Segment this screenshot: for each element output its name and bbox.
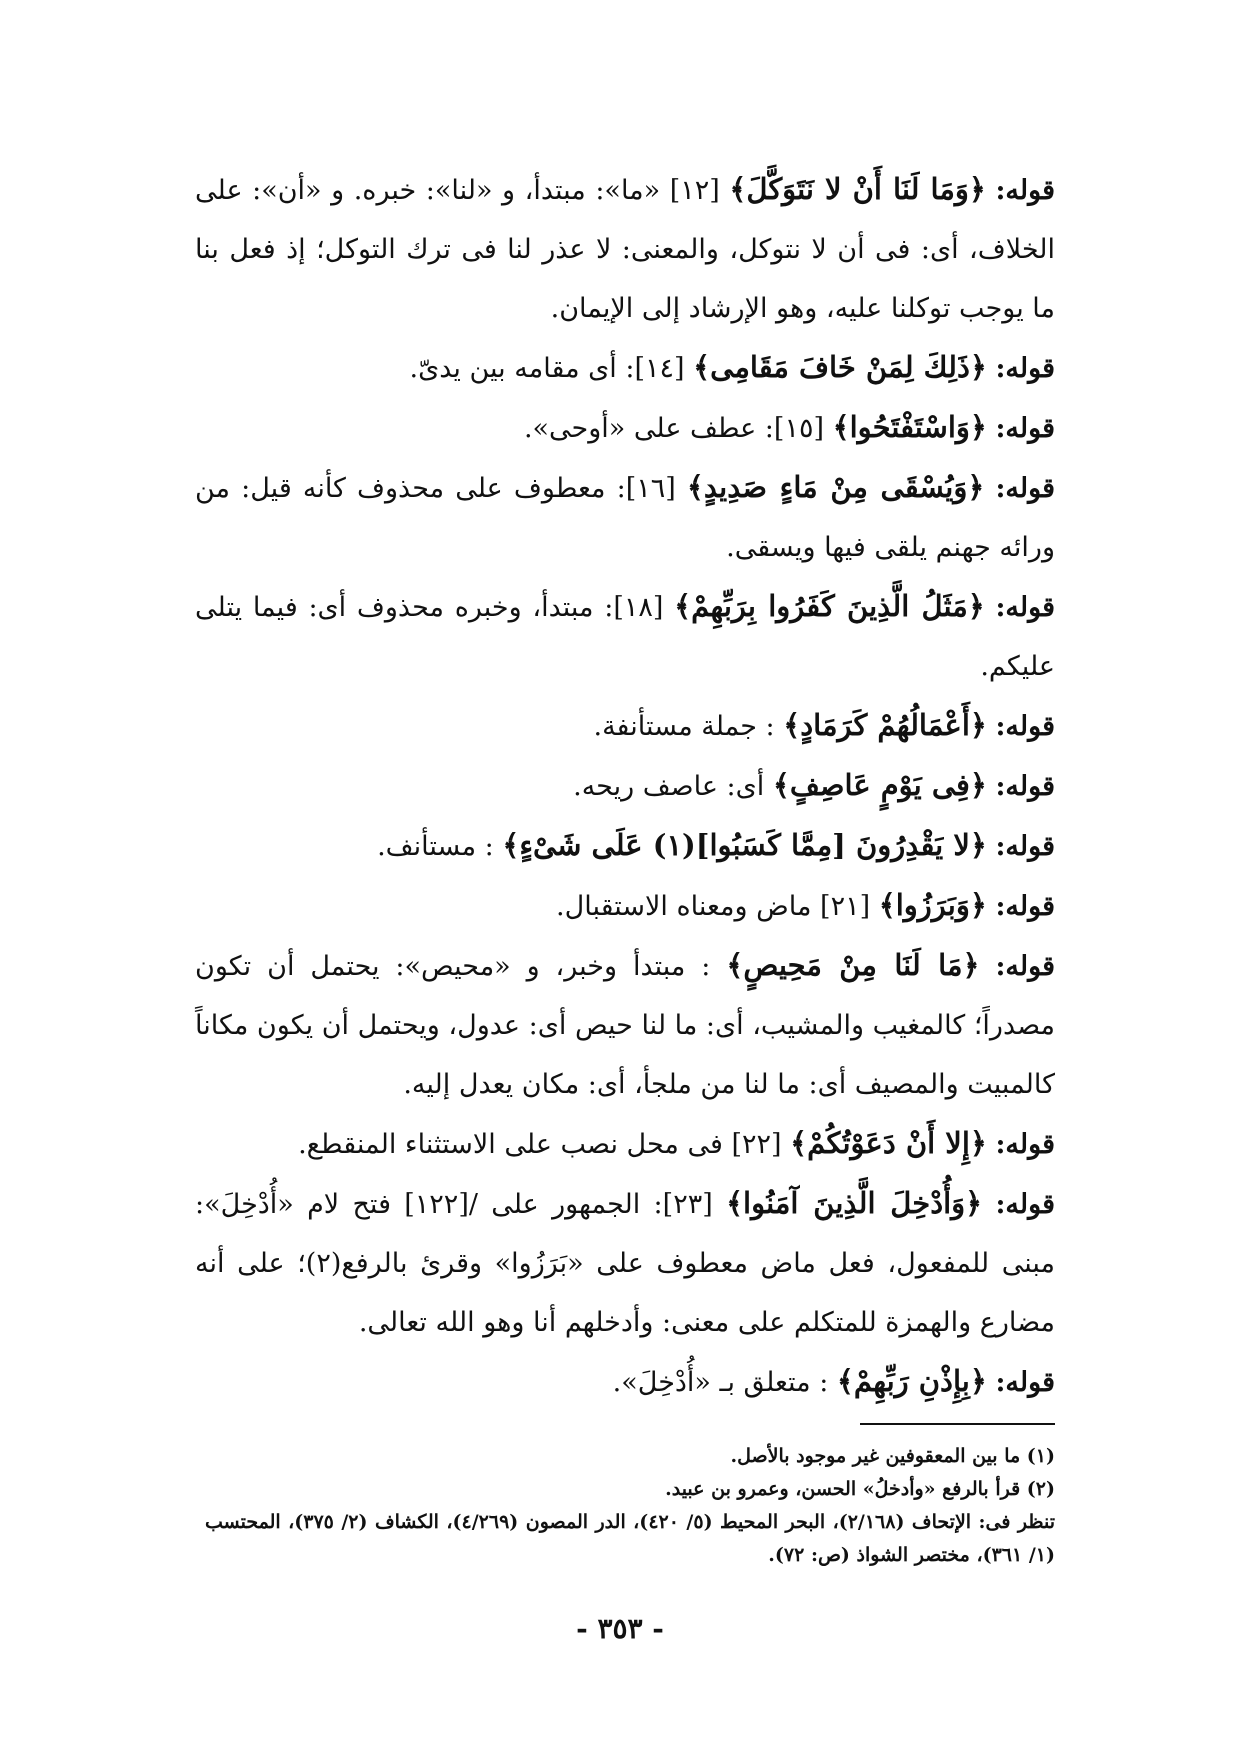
footnote-references: تنظر فى: الإتحاف (٢/١٦٨)، البحر المحيط (٥/ ٤٢٠)، الدر المصون (٤/٢٦٩)، الكشاف (٢/ ٣٧٥)، المحتسب (١/ ٣٦١)، مختصر الشواذ (ص: ٧٢). [205, 1511, 1055, 1566]
paragraph-bi-idhni [195, 1352, 1055, 1412]
quran-quote: ﴿وَمَا لَنَا أَنْ لا نَتَوَكَّلَ﴾ [729, 172, 986, 206]
quran-quote: ﴿وَاسْتَفْتَحُوا﴾ [832, 410, 987, 444]
paragraph-label: قوله: [995, 1189, 1055, 1220]
quran-quote: ﴿وَبَرَزُوا﴾ [878, 888, 987, 922]
quran-quote: ﴿مَا لَنَا مِنْ مَحِيصٍ﴾ [726, 948, 980, 982]
paragraph-text: [١٤]: أى مقامه بين يدىّ. [409, 353, 685, 384]
paragraph-verse-23 [195, 1174, 1055, 1352]
paragraph-text: : متعلق بـ «أُدْخِلَ». [612, 1367, 829, 1398]
paragraph-text: : مبتدأ وخبر، و «محيص»: يحتمل أن تكون مصدراً؛ كالمغيب والمشيب، أى: ما لنا حيص أى: عدول، ويحتمل أن يكون مكاناً كالمبيت والمصيف أى: ما لنا من ملجأ، أى: مكان يعدل إليه. [195, 951, 1055, 1100]
paragraph-label: قوله: [995, 1129, 1055, 1160]
paragraph-text: : جملة مستأنفة. [593, 711, 775, 742]
paragraph-label: قوله: [995, 951, 1055, 982]
paragraph-text: أى: عاصف ريحه. [573, 771, 765, 802]
paragraph-verse-22 [195, 1114, 1055, 1174]
paragraph-label: قوله: [995, 771, 1055, 802]
paragraph-text: : مستأنف. [377, 831, 494, 862]
paragraph-text: [١٢] «ما»: مبتدأ، و «لنا»: خبره. و «أن»: على الخلاف، أى: فى أن لا نتوكل، والمعنى: لا عذر لنا فى ترك التوكل؛ إذ فعل بنا ما يوجب توكلنا عليه، وهو الإرشاد إلى الإيمان. [195, 175, 1055, 324]
quran-quote: ﴿فِى يَوْمٍ عَاصِفٍ﴾ [772, 768, 987, 802]
paragraph-label: قوله: [995, 473, 1055, 504]
paragraph-text: [٢٢] فى محل نصب على الاستثناء المنقطع. [298, 1129, 782, 1160]
paragraph-label: قوله: [995, 891, 1055, 922]
footnote-1: (١) ما بين المعقوفين غير موجود بالأصل. [730, 1445, 1055, 1467]
quran-quote: ﴿ذَلِكَ لِمَنْ خَافَ مَقَامِى﴾ [693, 350, 987, 384]
paragraph-verse-21 [195, 876, 1055, 936]
paragraph-label: قوله: [995, 413, 1055, 444]
paragraph-text: [٢١] ماض ومعناه الاستقبال. [556, 891, 871, 922]
paragraph-la-yaqdiruna [195, 816, 1055, 876]
footnote-divider [860, 1423, 1055, 1425]
paragraph-verse-12 [195, 160, 1055, 338]
paragraph-text: [١٥]: عطف على «أوحى». [523, 413, 824, 444]
paragraph-mahis [195, 936, 1055, 1114]
quran-quote: ﴿مَثَلُ الَّذِينَ كَفَرُوا بِرَبِّهِمْ﴾ [674, 589, 985, 623]
quran-quote: ﴿وَأُدْخِلَ الَّذِينَ آمَنُوا﴾ [726, 1186, 983, 1220]
paragraph-label: قوله: [995, 175, 1055, 206]
quran-quote: ﴿لا يَقْدِرُونَ [مِمَّا كَسَبُوا](١) عَلَى شَىْءٍ﴾ [502, 828, 987, 862]
paragraph-amaluhum [195, 696, 1055, 756]
paragraph-verse-15 [195, 398, 1055, 458]
footnotes [205, 1440, 1055, 1572]
quran-quote: ﴿أَعْمَالُهُمْ كَرَمَادٍ﴾ [783, 708, 987, 742]
paragraph-text: [١٦]: معطوف على محذوف كأنه قيل: من ورائه جهنم يلقى فيها ويسقى. [195, 473, 1055, 563]
page-body [195, 160, 1055, 1412]
paragraph-label: قوله: [995, 1367, 1055, 1398]
paragraph-label: قوله: [995, 711, 1055, 742]
paragraph-text: [١٨]: مبتدأ، وخبره محذوف أى: فيما يتلى عليكم. [195, 592, 1055, 682]
quran-quote: ﴿إِلا أَنْ دَعَوْتُكُمْ﴾ [790, 1126, 987, 1160]
paragraph-label: قوله: [995, 353, 1055, 384]
page-number: - ٣٥٣ - [576, 1612, 664, 1645]
quran-quote: ﴿بِإِذْنِ رَبِّهِمْ﴾ [836, 1364, 987, 1398]
quran-quote: ﴿وَيُسْقَى مِنْ مَاءٍ صَدِيدٍ﴾ [686, 470, 985, 504]
paragraph-label: قوله: [995, 592, 1055, 623]
paragraph-yawm-asif [195, 756, 1055, 816]
paragraph-verse-16 [195, 458, 1055, 577]
footnote-2: (٢) قرأ بالرفع «وأدخلُ» الحسن، وعمرو بن عبيد. [665, 1478, 1055, 1500]
paragraph-label: قوله: [995, 831, 1055, 862]
paragraph-verse-18 [195, 577, 1055, 696]
paragraph-verse-14 [195, 338, 1055, 398]
paragraph-text: [٢٣]: الجمهور على /[١٢٢] فتح لام «أُدْخِلَ»: مبنى للمفعول، فعل ماض معطوف على «بَرَزُوا» وقرئ بالرفع(٢)؛ على أنه مضارع والهمزة للمتكلم على معنى: وأدخلهم أنا وهو الله تعالى. [195, 1189, 1055, 1338]
